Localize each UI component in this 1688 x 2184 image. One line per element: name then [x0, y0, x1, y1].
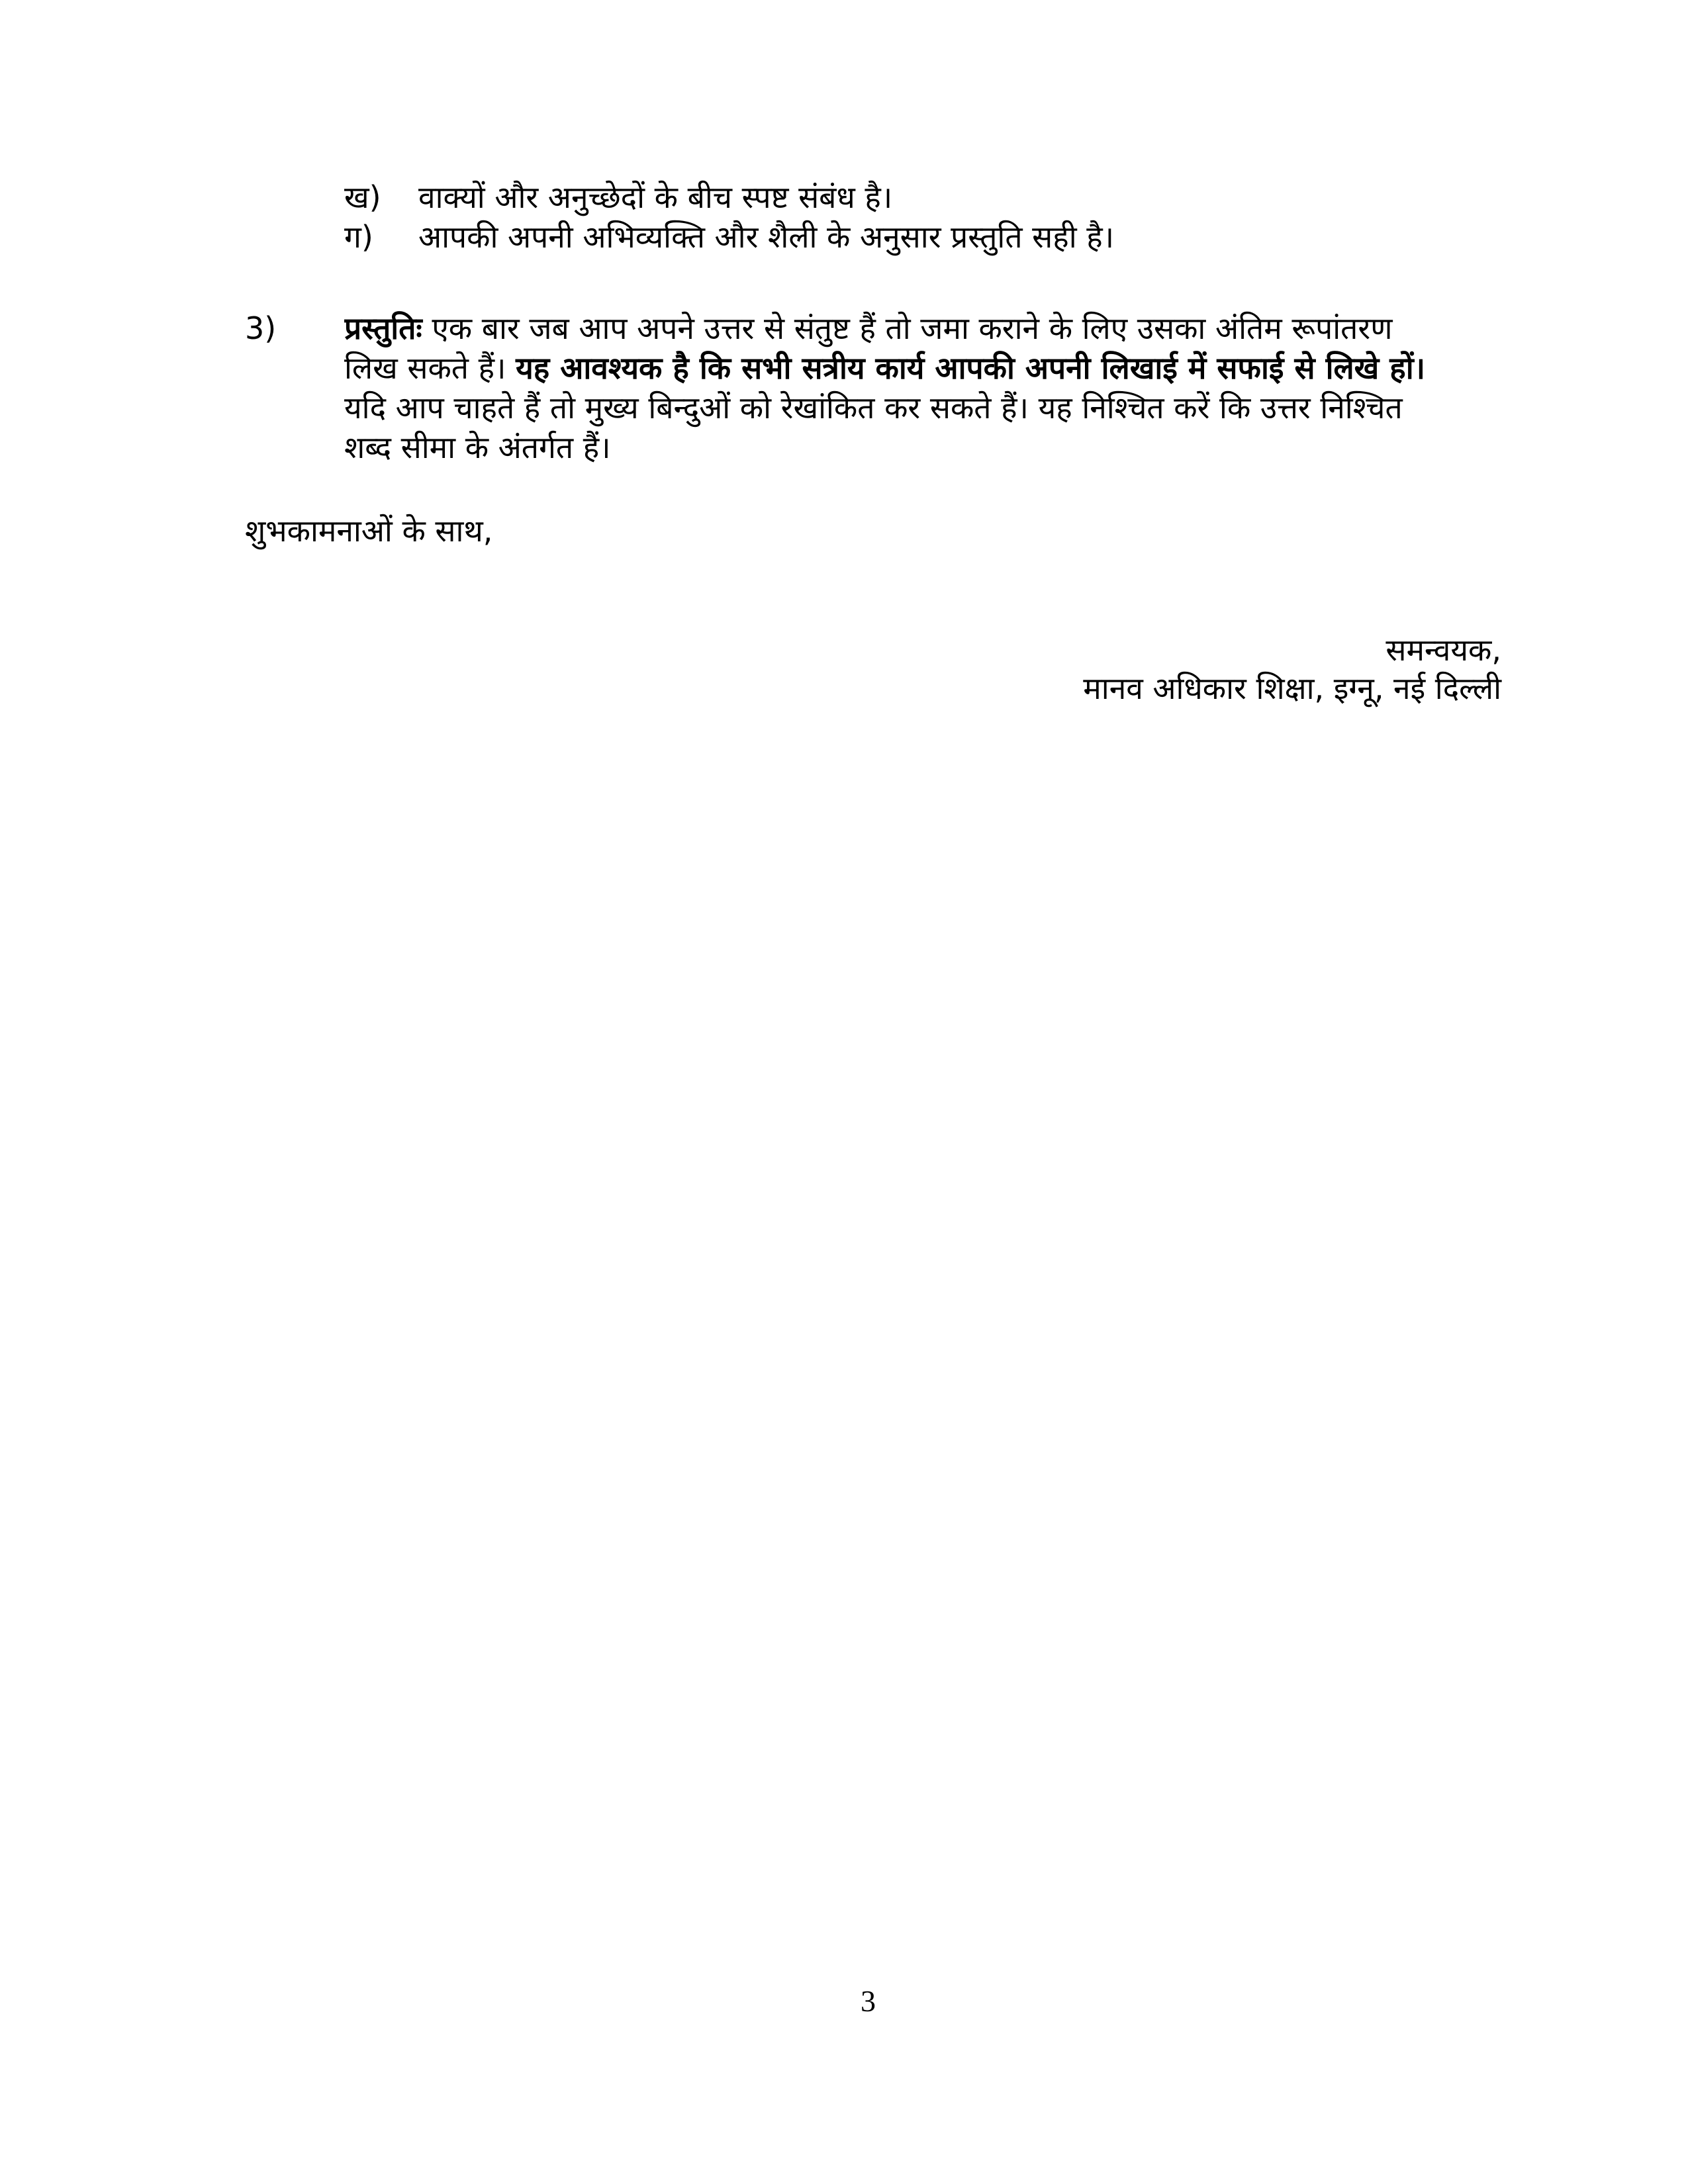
section-heading: प्रस्तुतिः	[344, 310, 422, 346]
signature-department: मानव अधिकार शिक्षा, इग्नू, नई दिल्ली	[1083, 670, 1501, 706]
list-marker-kha: ख)	[344, 179, 381, 215]
section-number: 3)	[245, 310, 277, 346]
list-item-kha: वाक्यों और अनुच्छेदों के बीच स्पष्ट संबंध है।	[418, 179, 893, 215]
closing-greeting: शुभकामनाओं के साथ,	[245, 513, 493, 549]
section-line2-text: लिख सकते हैं।	[344, 350, 516, 386]
section-line2-bold: यह आवश्यक है कि सभी सत्रीय कार्य आपकी अपनी लिखाई में सफाई से लिखे हों।	[516, 350, 1426, 386]
signature-role: समन्वयक,	[1385, 632, 1501, 668]
section-paragraph-line-4: शब्द सीमा के अंतर्गत हैं।	[344, 430, 611, 465]
section-paragraph-line-3: यदि आप चाहते हैं तो मुख्य बिन्दुओं को रेखांकित कर सकते हैं। यह निश्चित करें कि उत्तर निश्चित	[344, 390, 1403, 426]
list-item-ga: आपकी अपनी अभिव्यक्ति और शैली के अनुसार प्रस्तुति सही है।	[418, 219, 1115, 255]
section-paragraph-line-2	[344, 348, 1542, 388]
page-number: 3	[861, 1984, 876, 2018]
section-line1-text: एक बार जब आप अपने उत्तर से संतुष्ट हैं तो जमा कराने के लिए उसका अंतिम रूपांतरण	[422, 310, 1393, 346]
list-marker-ga: ग)	[344, 219, 373, 255]
section-paragraph-line-1	[344, 308, 1542, 348]
